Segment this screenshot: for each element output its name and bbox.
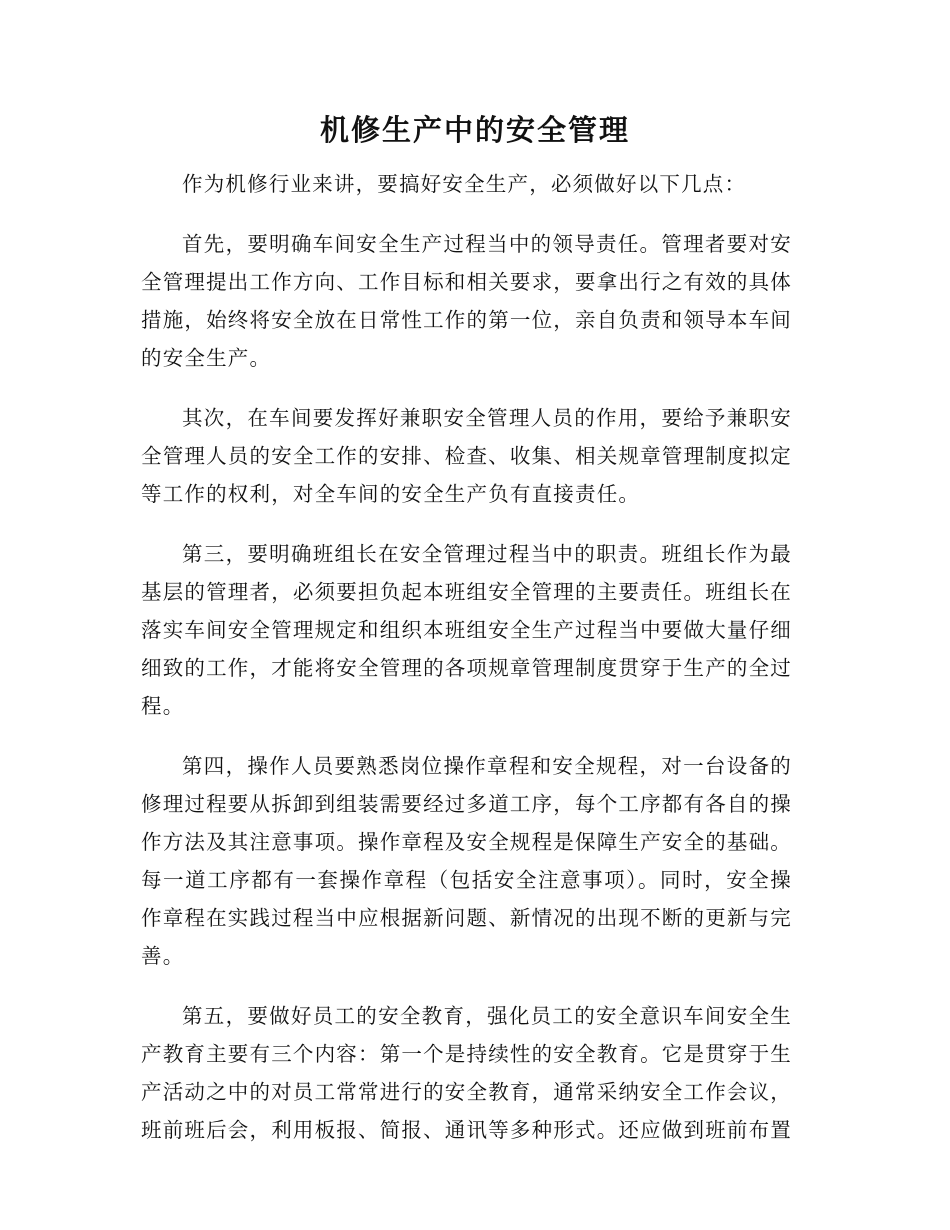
paragraph-fourth: 第四，操作人员要熟悉岗位操作章程和安全规程，对一台设备的修理过程要从拆卸到组装需要经过多道工序，每个工序都有各自的操作方法及其注意事项。操作章程及安全规程是保障生产安全的基础。每一道工序都有一套操作章程（包括安全注意事项）。同时，安全操作章程在实践过程当中应根据新问题、新情况的出现不断的更新与完善。 bbox=[141, 754, 792, 968]
document-title: 机修生产中的安全管理 bbox=[319, 113, 630, 147]
paragraph-second: 其次，在车间要发挥好兼职安全管理人员的作用，要给予兼职安全管理人员的安全工作的安排、检查、收集、相关规章管理制度拟定等工作的权利，对全车间的安全生产负有直接责任。 bbox=[141, 406, 792, 506]
paragraph-first: 首先，要明确车间安全生产过程当中的领导责任。管理者要对安全管理提出工作方向、工作目标和相关要求，要拿出行之有效的具体措施，始终将安全放在日常性工作的第一位，亲自负责和领导本车间的安全生产。 bbox=[141, 232, 792, 370]
paragraph-fifth: 第五，要做好员工的安全教育，强化员工的安全意识车间安全生产教育主要有三个内容：第一个是持续性的安全教育。它是贯穿于生产活动之中的对员工常常进行的安全教育，通常采纳安全工作会议，班前班后会，利用板报、简报、通讯等多种形式。还应做到班前布置 bbox=[141, 1004, 792, 1142]
document-body bbox=[141, 165, 792, 1171]
paragraph-third: 第三，要明确班组长在安全管理过程当中的职责。班组长作为最基层的管理者，必须要担负起本班组安全管理的主要责任。班组长在落实车间安全管理规定和组织本班组安全生产过程当中要做大量仔细细致的工作，才能将安全管理的各项规章管理制度贯穿于生产的全过程。 bbox=[141, 542, 792, 718]
paragraph-intro: 作为机修行业来讲，要搞好安全生产，必须做好以下几点： bbox=[182, 172, 747, 196]
